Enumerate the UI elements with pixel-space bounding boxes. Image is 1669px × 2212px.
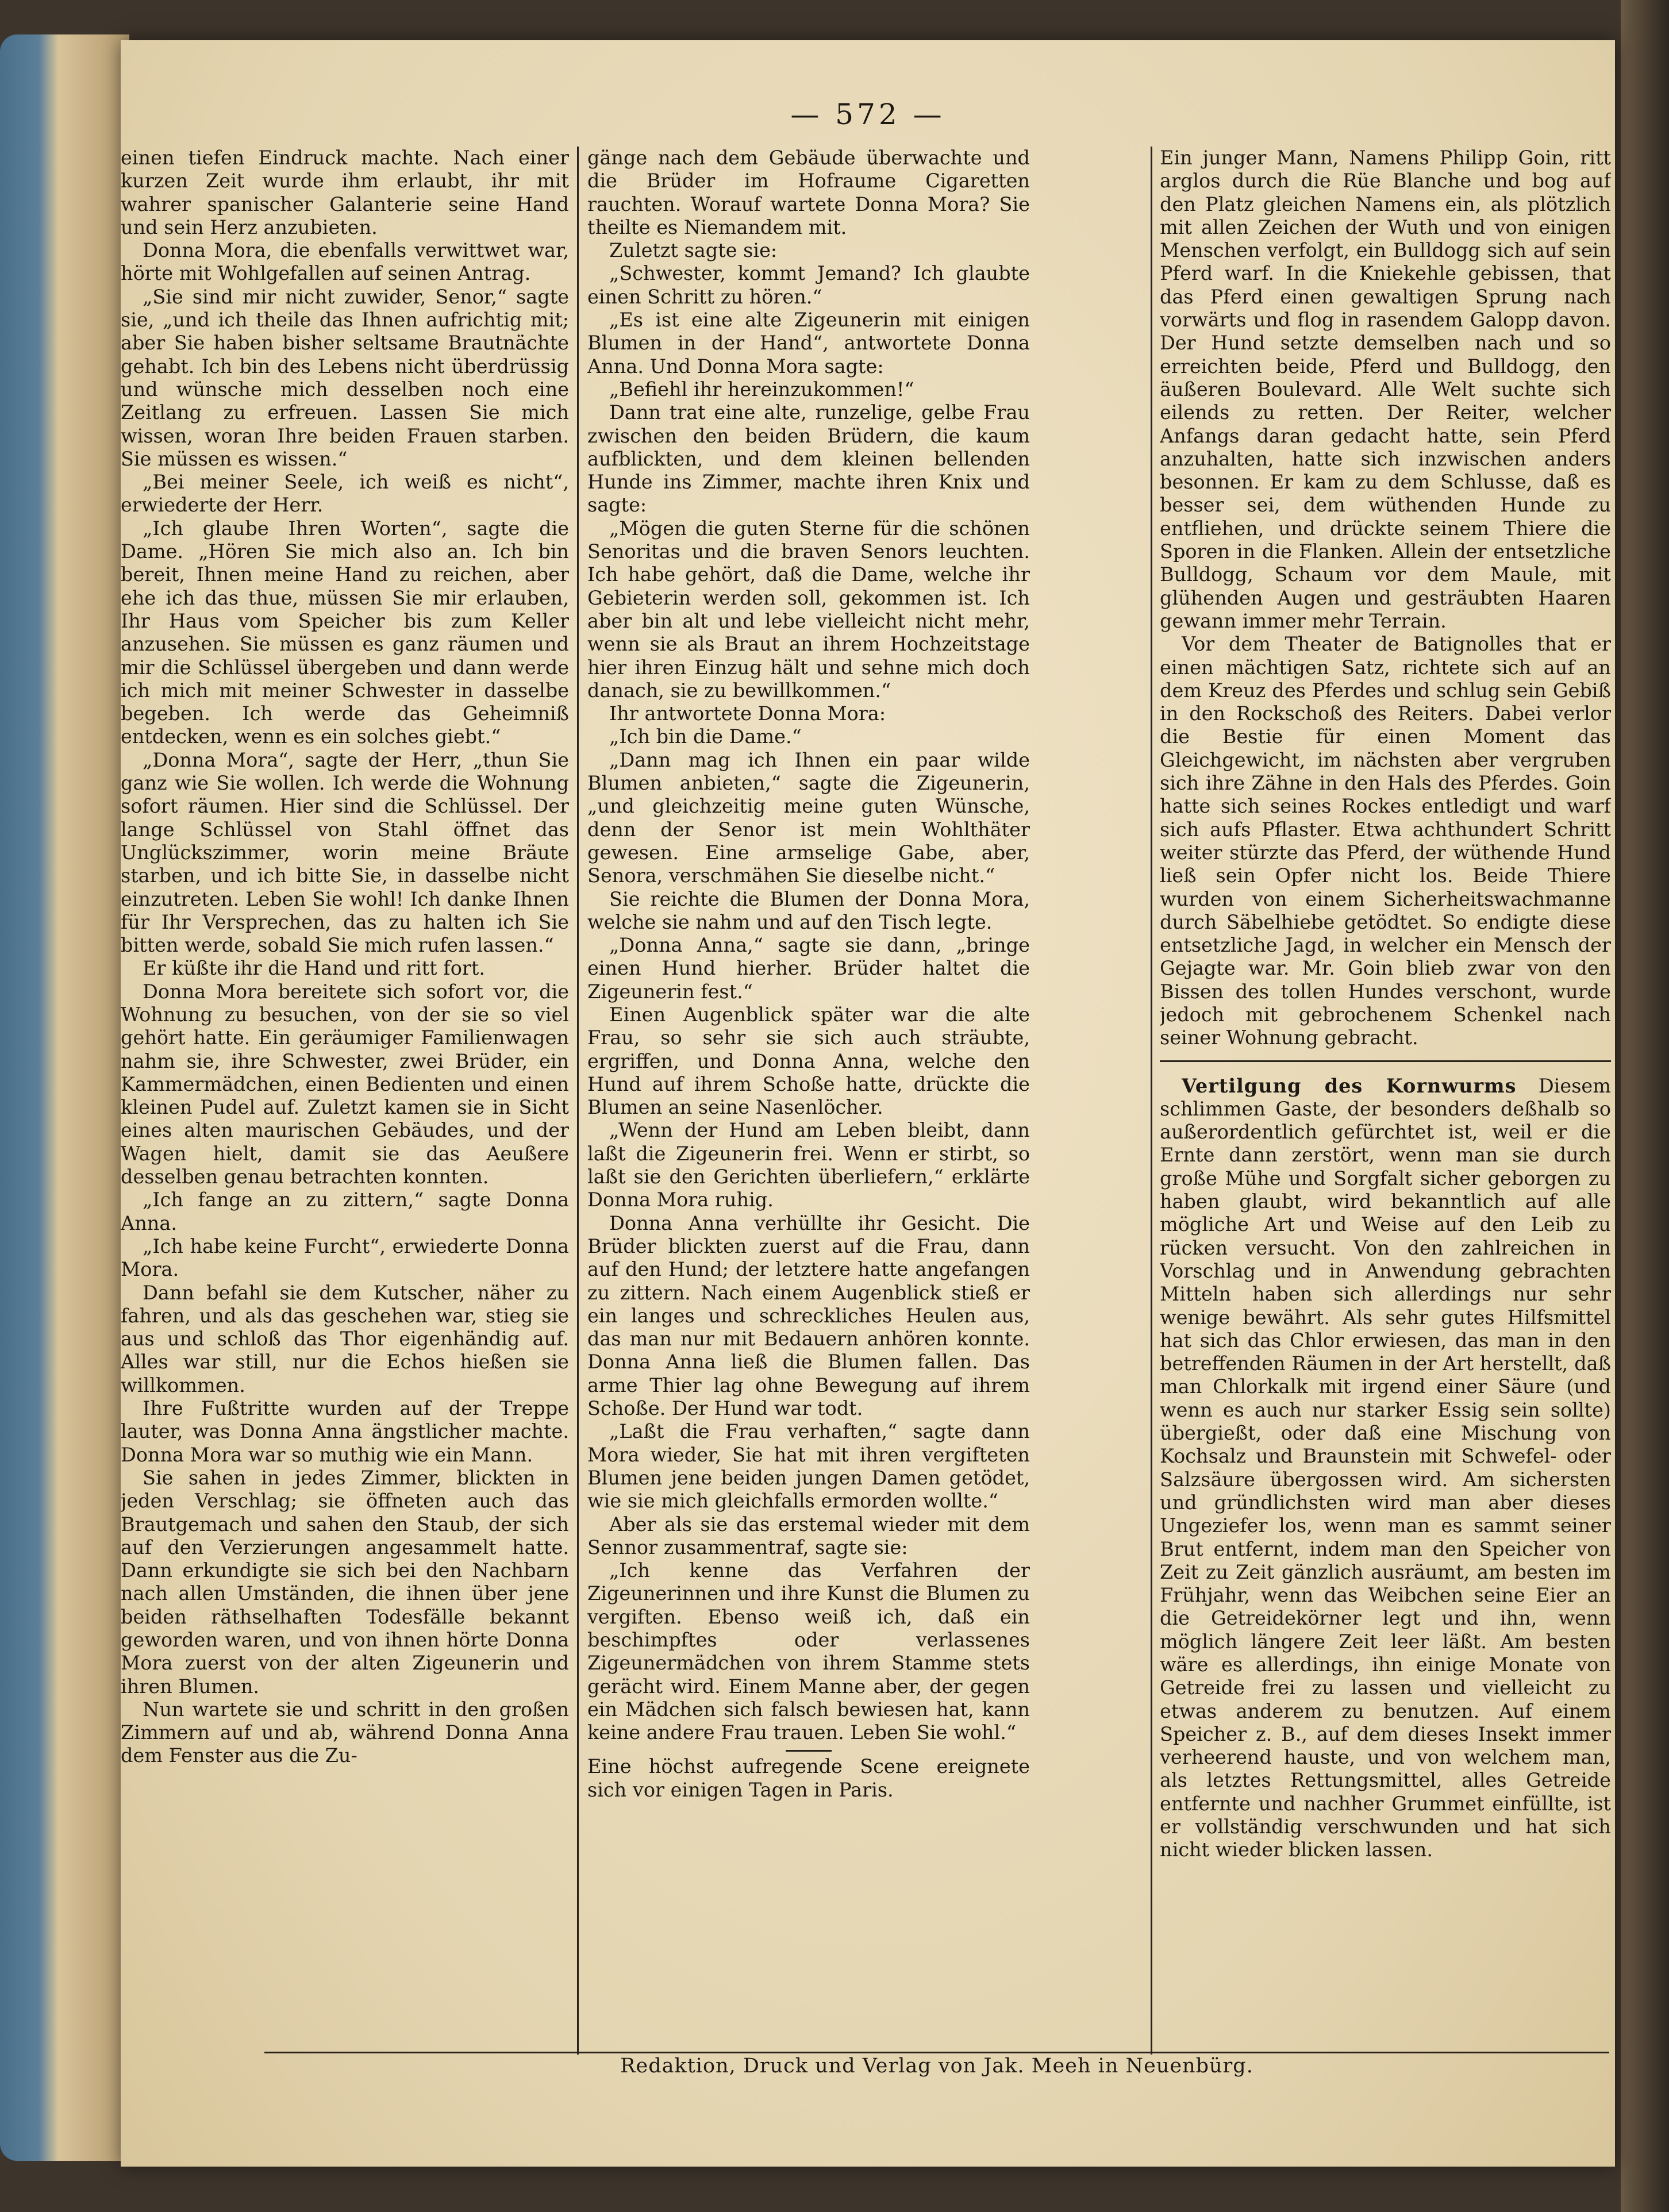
paragraph — [121, 286, 569, 471]
paragraph — [587, 401, 1030, 517]
paragraph-text: Vor dem Theater de Batignolles that er einen mächtigen Satz, richtete sich auf an dem Kreuz des Pferdes und schlug sein Gebiß in den Rockschoß des Reiters. Dabei verlor die Bestie für einen Moment das Gleichgewicht, im nächsten aber vergruben sich ihre Zähne in den Hals des Pferdes. Goin hatte sich seines Rockes entledigt und warf sich aufs Pflaster. Etwa achthundert Schritt weiter stürzte das Pferd, der wüthende Hund ließ sein Opfer nicht los. Beide Thiere wurden von einem Sicherheitswachmanne durch Säbelhiebe getödtet. So endigte diese entsetzliche Jagd, in welcher ein Mensch der Gejagte war. Mr. Goin blieb zwar von den Bissen des tollen Hundes verschont, wurde jedoch mit gebrochenem Schenkel nach seiner Wohnung gebracht. — [1160, 633, 1611, 1049]
paragraph-text: „Ich fange an zu zittern,“ sagte Donna Anna. — [121, 1188, 569, 1234]
paragraph-text: „Sie sind mir nicht zuwider, Senor,“ sagte sie, „und ich theile das Ihnen aufrichtig mit; aber Sie haben bisher seltsame Brautnächte gehabt. Ich bin des Lebens nicht überdrüssig und wünsche mich desselben noch eine Zeitlang zu erfreuen. Lassen Sie mich wissen, woran Ihre beiden Frauen starben. Sie müssen es wissen.“ — [121, 285, 569, 470]
paragraph — [121, 980, 569, 1189]
paragraph-text: „Es ist eine alte Zigeunerin mit einigen Blumen in der Hand“, antwortete Donna Anna. Und Donna Mora sagte: — [587, 309, 1030, 378]
paragraph-text: „Bei meiner Seele, ich weiß es nicht“, erwiederte der Herr. — [121, 471, 569, 517]
article-heading: Vertilgung des Kornwurms — [1182, 1074, 1517, 1097]
text-column-1 — [121, 147, 569, 2055]
paragraph — [121, 749, 569, 957]
paragraph — [587, 725, 1030, 748]
paragraph-text: „Ich bin die Dame.“ — [609, 725, 802, 748]
paragraph-text: „Donna Anna,“ sagte sie dann, „bringe einen Hund hierher. Brüder haltet die Zigeunerin fest.“ — [587, 934, 1030, 1003]
paragraph — [587, 1119, 1030, 1211]
paragraph — [587, 309, 1030, 378]
paragraph — [587, 239, 1030, 262]
paragraph-text: Diesem schlimmen Gaste, der besonders deßhalb so außerordentlich gefürchtet ist, weil er die Ernte dann zerstört, wenn man sie durch große Mühe und Sorgfalt sicher geborgen zu haben glaubt, wird bekanntlich auf alle mögliche Art und Weise auf den Leib zu rücken versucht. Von den zahlreichen in Vorschlag und in Anwendung gebrachten Mitteln haben sich allerdings nur sehr wenige bewährt. Als sehr gutes Hilfsmittel hat sich das Chlor erwiesen, das man in den betreffenden Räumen in der Art herstellt, daß man Chlorkalk mit irgend einer Säure (und wenn es auch nur starker Essig sein sollte) übergießt, oder daß eine Mischung von Kochsalz und Braunstein mit Schwefel- oder Salzsäure übergossen wird. Am sichersten und gründlichsten wird man aber dieses Ungeziefer los, wenn man es sammt seiner Brut entfernt, indem man den Speicher von Zeit zu Zeit gänzlich ausräumt, am besten im Frühjahr, wenn das Weibchen seine Eier an die Getreidekörner legt und ihn, wenn möglich längere Zeit leer läßt. Am besten wäre es allerdings, ihn einige Monate von Getreide frei zu lassen und vielleicht zu etwas anderem zu benutzen. Auf einem Speicher z. B., auf dem dieses Insekt immer verheerend hauste, und von welchem man, als letztes Rettungsmittel, alles Getreide entfernte und nachher Grummet einfüllte, ist er vollständig verschwunden und hat sich nicht wieder blicken lassen. — [1160, 1074, 1611, 1861]
text-column-2 — [587, 147, 1030, 2055]
footer-rule — [264, 2052, 1609, 2053]
paragraph-text: „Dann mag ich Ihnen ein paar wilde Blumen anbieten,“ sagte die Zigeunerin, „und gleichzeitig meine guten Wünsche, denn der Senor ist mein Wohlthäter gewesen. Eine armselige Gabe, aber, Senora, verschmähen Sie dieselbe nicht.“ — [587, 748, 1030, 887]
paragraph-text: Donna Mora bereitete sich sofort vor, die Wohnung zu besuchen, von der sie so viel gehört hatte. Ein geräumiger Familienwagen nahm sie, ihre Schwester, zwei Brüder, ein Kammermädchen, einen Bedienten und einen kleinen Pudel auf. Zuletzt kamen sie in Sicht eines alten maurischen Gebäudes, und der Wagen hielt, damit sie das Aeußere desselben genau betrachten konnten. — [121, 980, 569, 1188]
paragraph-text: Aber als sie das erstemal wieder mit dem Sennor zusammentraf, sagte sie: — [587, 1513, 1030, 1559]
paragraph — [587, 378, 1030, 401]
paragraph — [121, 471, 569, 517]
paragraph-text: Donna Anna verhüllte ihr Gesicht. Die Brüder blickten zuerst auf die Frau, dann auf den Hund; der letztere hatte angefangen zu zittern. Nach einem Augenblick stieß er ein langes und schreckliches Heulen aus, das man nur mit Bedauern anhören konnte. Donna Anna ließ die Blumen fallen. Das arme Thier lag ohne Bewegung auf ihrem Schoße. Der Hund war todt. — [587, 1211, 1030, 1420]
paragraph — [587, 702, 1030, 725]
paragraph — [587, 1559, 1030, 1744]
paragraph-text: gänge nach dem Gebäude überwachte und die Brüder im Hofraume Cigaretten rauchten. Worauf wartete Donna Mora? Sie theilte es Niemandem mit. — [587, 147, 1030, 238]
paragraph-text: „Laßt die Frau verhaften,“ sagte dann Mora wieder, Sie hat mit ihren vergifteten Blumen jene beiden jungen Damen getödet, wie sie mich gleichfalls ermorden wollte.“ — [587, 1420, 1030, 1513]
paragraph — [121, 239, 569, 286]
paragraph-text: Donna Mora, die ebenfalls verwittwet war, hörte mit Wohlgefallen auf seinen Antrag. — [121, 239, 569, 285]
article-separator — [786, 1750, 832, 1752]
paragraph-text: einen tiefen Eindruck machte. Nach einer kurzen Zeit wurde ihm erlaubt, ihr mit wahrer spanischer Galanterie seine Hand und sein Herz anzubieten. — [121, 147, 569, 238]
paragraph — [121, 517, 569, 749]
paragraph — [587, 1003, 1030, 1119]
paragraph — [587, 517, 1030, 702]
section-rule — [1160, 1060, 1611, 1062]
page-number: — 572 — — [790, 98, 945, 131]
paragraph-text: Ihre Fußtritte wurden auf der Treppe lauter, was Donna Anna ängstlicher machte. Donna Mora war so muthig wie ein Mann. — [121, 1397, 569, 1466]
column-divider-1 — [577, 147, 579, 2055]
paragraph-text: Nun wartete sie und schritt in den großen Zimmern auf und ab, während Donna Anna dem Fenster aus die Zu- — [121, 1698, 569, 1767]
paragraph — [1160, 1075, 1611, 1862]
column-divider-2 — [1151, 147, 1152, 2055]
paragraph — [121, 1235, 569, 1282]
paragraph — [1160, 147, 1611, 633]
paragraph — [121, 147, 569, 239]
paragraph-text: „Befiehl ihr hereinzukommen!“ — [609, 378, 914, 401]
paragraph-text: Ein junger Mann, Namens Philipp Goin, ritt arglos durch die Rüe Blanche und bog auf den Platz gleichen Namens ein, als plötzlich mit allen Zeichen der Wuth und von einigen Menschen verfolgt, ein Bulldogg sich auf sein Pferd warf. In die Kniekehle gebissen, that das Pferd einen gewaltigen Sprung nach vorwärts und flog in rasendem Galopp davon. Der Hund setzte demselben nach und so erreichten beide, Pferd und Bulldogg, den äußeren Boulevard. Alle Welt suchte sich eilends zu retten. Der Reiter, welcher Anfangs daran gedacht hatte, sein Pferd anzuhalten, hatte sich inzwischen anders besonnen. Er kam zu dem Schlusse, daß es besser sei, dem wüthenden Hunde zu entfliehen, und drückte seinem Thiere die Sporen in die Flanken. Allein der entsetzliche Bulldogg, Schaum vor dem Maule, mit glühenden Augen und gesträubten Haaren gewann immer mehr Terrain. — [1160, 147, 1611, 632]
imprint-line: Redaktion, Druck und Verlag von Jak. Meeh in Neuenbürg. — [620, 2055, 1253, 2078]
paragraph-text: Sie reichte die Blumen der Donna Mora, welche sie nahm und auf den Tisch legte. — [587, 887, 1030, 933]
paragraph — [587, 1212, 1030, 1421]
paragraph — [121, 1397, 569, 1467]
paragraph — [121, 1698, 569, 1768]
book-spine-edge — [0, 34, 129, 2161]
paragraph-text: Zuletzt sagte sie: — [609, 239, 778, 262]
paragraph-text: „Ich glaube Ihren Worten“, sagte die Dame. „Hören Sie mich also an. Ich bin bereit, Ihnen meine Hand zu reichen, aber ehe ich das thue, müssen Sie mir erlauben, Ihr Haus vom Speicher bis zum Keller anzusehen. Sie müssen es ganz räumen und mir die Schlüssel übergeben und dann werde ich mich mit meiner Schwester in dasselbe begeben. Ich werde das Geheimniß entdecken, wenn es ein solches giebt.“ — [121, 517, 569, 748]
paragraph — [121, 1282, 569, 1397]
paragraph-text: „Mögen die guten Sterne für die schönen Senoritas und die braven Senors leuchten. Ich habe gehört, daß die Dame, welche ihr Gebieterin werden soll, gekommen ist. Ich aber bin alt und lebe vielleicht nicht mehr, wenn sie als Braut an ihrem Hochzeitstage hier ihren Einzug hält und sehne mich doch danach, sie zu bewillkommen.“ — [587, 517, 1030, 702]
paragraph-text: „Schwester, kommt Jemand? Ich glaubte einen Schritt zu hören.“ — [587, 262, 1030, 308]
next-page-edge — [1621, 0, 1669, 2212]
paragraph — [1160, 633, 1611, 1049]
paragraph-text: Er küßte ihr die Hand und ritt fort. — [143, 957, 485, 980]
paragraph — [587, 1513, 1030, 1560]
paragraph — [587, 1755, 1030, 1802]
paragraph-text: Ihr antwortete Donna Mora: — [609, 702, 886, 725]
paragraph-text: „Donna Mora“, sagte der Herr, „thun Sie ganz wie Sie wollen. Ich werde die Wohnung sofort räumen. Hier sind die Schlüssel. Der lange Schlüssel von Stahl öffnet das Unglückszimmer, worin meine Bräute starben, und ich bitte Sie, in dasselbe nicht einzutreten. Leben Sie wohl! Ich danke Ihnen für Ihr Versprechen, das zu halten ich Sie bitten werde, sobald Sie mich rufen lassen.“ — [121, 748, 569, 957]
paragraph — [587, 262, 1030, 309]
paragraph-text: „Wenn der Hund am Leben bleibt, dann laßt die Zigeunerin frei. Wenn er stirbt, so laßt sie den Gerichten überliefern,“ erklärte Donna Mora ruhig. — [587, 1119, 1030, 1211]
paragraph-text: Einen Augenblick später war die alte Frau, so sehr sie sich auch sträubte, ergriffen, und Donna Anna, welche den Hund auf ihrem Schoße hatte, drückte die Blumen an seine Nasenlöcher. — [587, 1003, 1030, 1119]
paragraph-text: Eine höchst aufregende Scene ereignete sich vor einigen Tagen in Paris. — [587, 1755, 1030, 1801]
paragraph-text: „Ich kenne das Verfahren der Zigeunerinnen und ihre Kunst die Blumen zu vergiften. Ebenso weiß ich, daß ein beschimpftes oder verlassenes Zigeunermädchen von ihrem Stamme stets gerächt wird. Einem Manne aber, der gegen ein Mädchen sich falsch bewiesen hat, kann keine andere Frau trauen. Leben Sie wohl.“ — [587, 1559, 1030, 1744]
paragraph — [587, 1420, 1030, 1513]
paragraph-text: Dann trat eine alte, runzelige, gelbe Frau zwischen den beiden Brüdern, die kaum aufblickten, und dem kleinen bellenden Hunde ins Zimmer, machte ihren Knix und sagte: — [587, 401, 1030, 517]
paragraph-text: Dann befahl sie dem Kutscher, näher zu fahren, und als das geschehen war, stieg sie aus und schloß das Thor eigenhändig auf. Alles war still, nur die Echos hießen sie willkommen. — [121, 1281, 569, 1397]
paragraph-text: „Ich habe keine Furcht“, erwiederte Donna Mora. — [121, 1234, 569, 1281]
text-column-3 — [1160, 147, 1611, 2055]
paragraph-text: Sie sahen in jedes Zimmer, blickten in jeden Verschlag; sie öffneten auch das Brautgemach und sahen den Staub, der sich auf den Verzierungen angesammelt hatte. Dann erkundigte sie sich bei den Nachbarn nach allen Umständen, die ihnen über jene beiden räthselhaften Todesfälle bekannt geworden waren, und von ihnen hörte Donna Mora zuerst von der alten Zigeunerin und ihren Blumen. — [121, 1466, 569, 1698]
paragraph — [587, 147, 1030, 239]
paragraph — [121, 957, 569, 980]
paragraph — [121, 1188, 569, 1235]
paragraph — [121, 1467, 569, 1698]
paragraph — [587, 934, 1030, 1003]
paragraph — [587, 888, 1030, 934]
paragraph — [587, 749, 1030, 888]
